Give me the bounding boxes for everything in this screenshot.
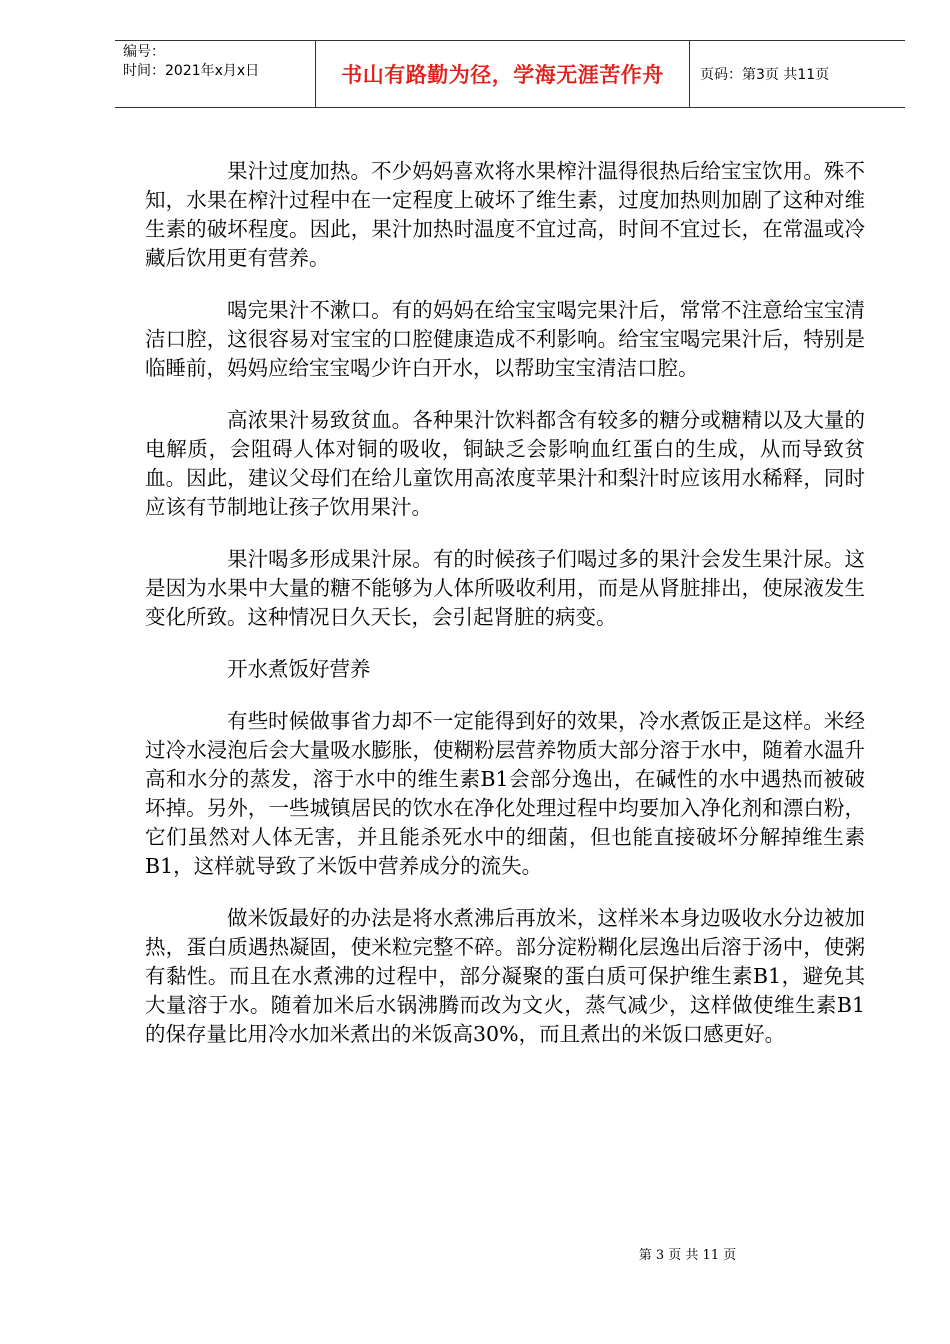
footer-page-number: 第 3 页 共 11 页 [638, 1248, 737, 1263]
paragraph-juice-urine: 果汁喝多形成果汁尿。有的时候孩子们喝过多的果汁会发生果汁尿。这是因为水果中大量的糖不能够为人体所吸收利用，而是从肾脏排出，使尿液发生变化所致。这种情况日久天长，会引起肾脏的病变。 [145, 547, 865, 629]
document-date: 时间：2021年x月x日 [123, 63, 260, 79]
paragraph-cold-water-rice: 有些时候做事省力却不一定能得到好的效果，冷水煮饭正是这样。米经过冷水浸泡后会大量吸水膨胀，使糊粉层营养物质大部分溶于水中，随着水温升高和水分的蒸发，溶于水中的维生素B1会部分逸出，在碱性的水中遇热而被破坏掉。另外，一些城镇居民的饮水在净化处理过程中均要加入净化剂和漂白粉，它们虽然对人体无害，并且能杀死水中的细菌，但也能直接破坏分解掉维生素B1，这样就导致了米饭中营养成分的流失。 [145, 709, 865, 878]
page-footer [0, 1244, 950, 1263]
paragraph-boiling-water-rice: 做米饭最好的办法是将水煮沸后再放米，这样米本身边吸收水分边被加热，蛋白质遇热凝固，使米粒完整不碎。部分淀粉糊化层逸出后溶于汤中，使粥有黏性。而且在水煮沸的过程中，部分凝聚的蛋白质可保护维生素B1，避免其大量溶于水。随着加米后水锅沸腾而改为文火，蒸气减少，这样做使维生素B1的保存量比用冷水加米煮出的米饭高30%，而且煮出的米饭口感更好。 [145, 906, 865, 1046]
header-motto: 书山有路勤为径，学海无涯苦作舟 [341, 63, 664, 87]
document-number: 编号： [123, 44, 165, 60]
paragraph-no-mouth-rinse: 喝完果汁不漱口。有的妈妈在给宝宝喝完果汁后，常常不注意给宝宝清洁口腔，这很容易对宝宝的口腔健康造成不利影响。给宝宝喝完果汁后，特别是临睡前，妈妈应给宝宝喝少许白开水，以帮助宝宝清洁口腔。 [145, 298, 865, 380]
section-heading: 开水煮饭好营养 [227, 657, 371, 681]
paragraph-anemia: 高浓果汁易致贫血。各种果汁饮料都含有较多的糖分或糖精以及大量的电解质，会阻碍人体对铜的吸收，铜缺乏会影响血红蛋白的生成，从而导致贫血。因此，建议父母们在给儿童饮用高浓度苹果汁和梨汁时应该用水稀释，同时应该有节制地让孩子饮用果汁。 [145, 408, 865, 519]
header-page-info-cell [690, 41, 905, 107]
header-motto-cell [315, 41, 690, 107]
header-meta [115, 41, 315, 107]
document-body [145, 157, 865, 1072]
header-page-info: 页码：第3页 共11页 [700, 67, 830, 83]
page-header [115, 40, 905, 108]
paragraph-juice-overheating: 果汁过度加热。不少妈妈喜欢将水果榨汁温得很热后给宝宝饮用。殊不知，水果在榨汁过程中在一定程度上破坏了维生素，过度加热则加剧了这种对维生素的破坏程度。因此，果汁加热时温度不宜过高，时间不宜过长，在常温或冷藏后饮用更有营养。 [145, 159, 865, 270]
